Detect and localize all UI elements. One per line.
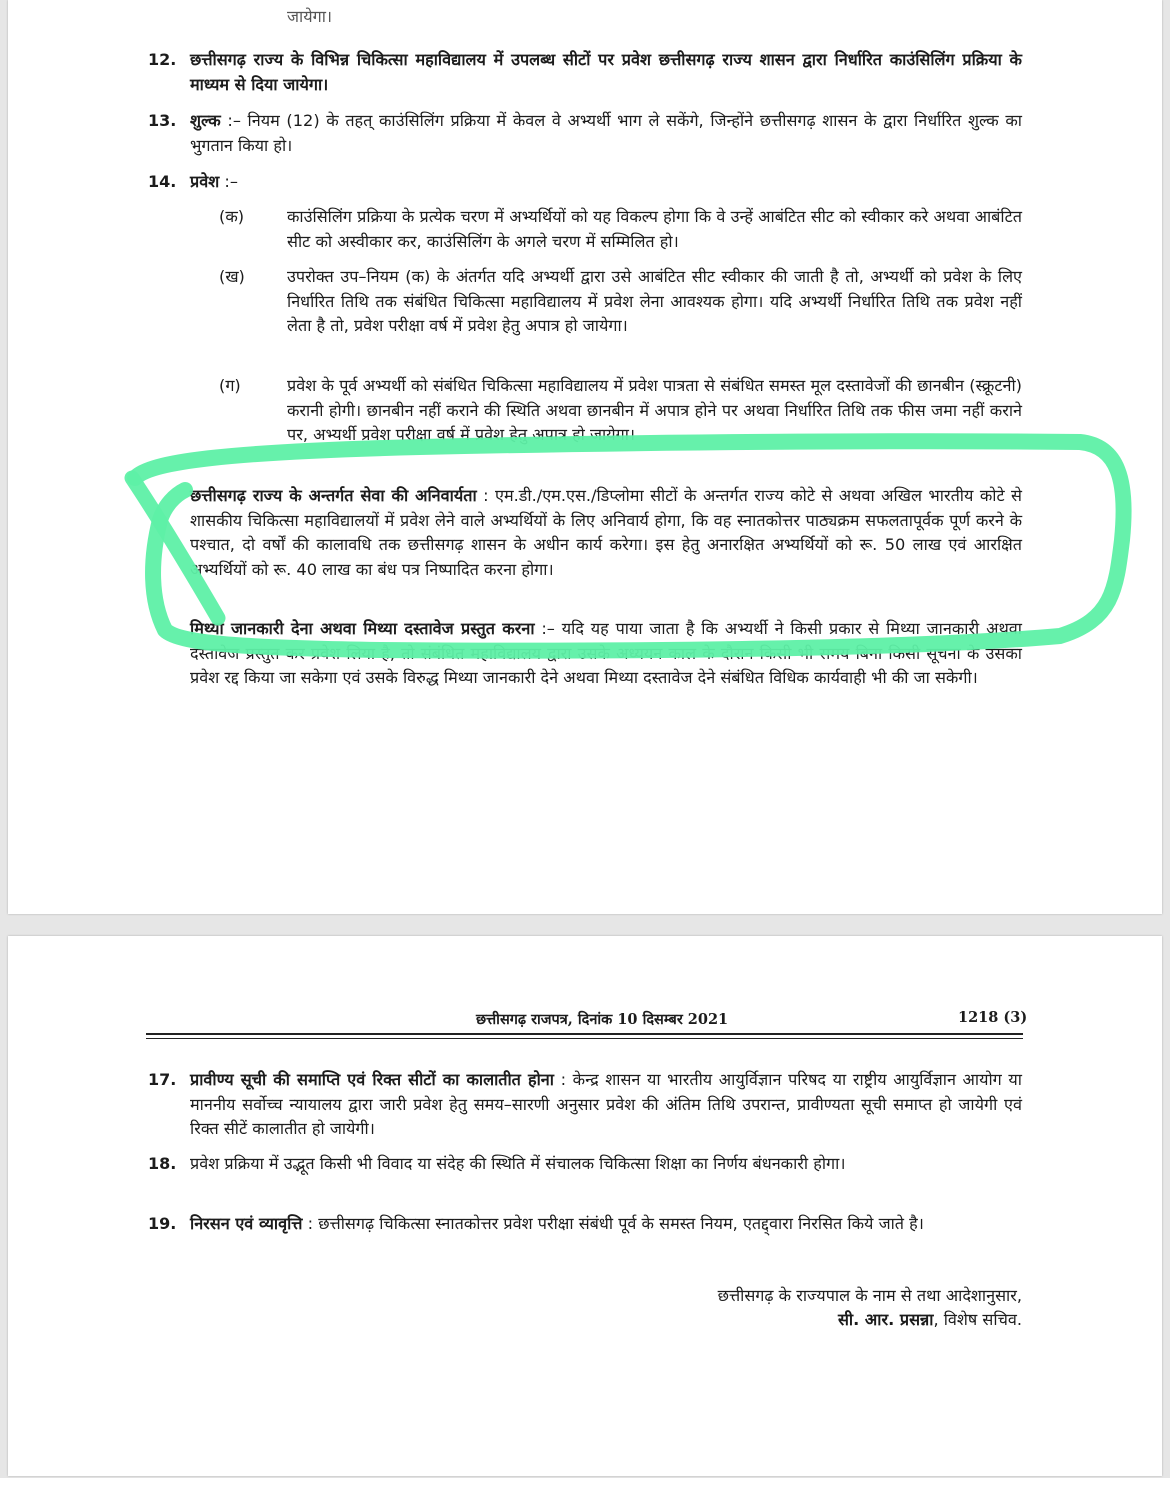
- item-18-text: प्रवेश प्रक्रिया में उद्भूत किसी भी विवाद या संदेह की स्थिति में संचालक चिकित्सा शिक्षा का निर्णय बंधनकारी होगा।: [190, 1154, 846, 1173]
- header-rule-thin: [146, 1038, 1023, 1039]
- item-18-number: 18.: [148, 1154, 177, 1173]
- item-14-sub-ka-label: (क): [219, 207, 245, 226]
- item-12-text: छत्तीसगढ़ राज्य के विभिन्न चिकित्सा महाविद्यालय में उपलब्ध सीटों पर प्रवेश छत्तीसगढ़ राज्य शासन द्वारा निर्धारित काउंसिलिंग प्रक्रिया के माध्यम से दिया जायेगा।: [190, 50, 1022, 94]
- item-14-sub-ga-text: प्रवेश के पूर्व अभ्यर्थी को संबंधित चिकित्सा महाविद्यालय में प्रवेश पात्रता से संबंधित समस्त मूल दस्तावेजों की छानबीन (स्क्रूटनी) करानी होगी। छानबीन नहीं कराने की स्थिति अथवा छानबीन में अपात्र होने पर अथवा निर्धारित तिथि तक फीस जमा नहीं कराने पर, अभ्यर्थी प्रवेश परीक्षा वर्ष में प्रवेश हेतु अपात्र हो जायेगा।: [287, 376, 1022, 444]
- item-13-text: [190, 109, 1022, 158]
- item-17-number: 17.: [148, 1070, 177, 1089]
- item-17-body: : केन्द्र शासन या भारतीय आयुर्विज्ञान परिषद या राष्ट्रीय आयुर्विज्ञान आयोग या माननीय सर्वोच्च न्यायालय द्वारा जारी प्रवेश हेतु समय–सारणी अनुसार प्रवेश की अंतिम तिथि उपरान्त, प्रावीण्यता सूची समाप्त हो जायेगी एवं रिक्त सीटें कालातीत हो जायेगी।: [190, 1070, 1022, 1138]
- item-19-text: [190, 1212, 1022, 1237]
- item-15-body: : एम.डी./एम.एस./डिप्लोमा सीटों के अन्तर्गत राज्य कोटे से अथवा अखिल भारतीय कोटे से शासकीय चिकित्सा महाविद्यालयों में प्रवेश लेने वाले अभ्यर्थियों के लिए अनिवार्य होगा, कि वह स्नातकोत्तर पाठ्यक्रम सफलतापूर्वक पूर्ण करने के पश्चात, दो वर्षों की कालावधि तक छत्तीसगढ़ शासन के अधीन कार्य करेगा। इस हेतु अनारक्षित अभ्यर्थियों को रू. 50 लाख एवं आरक्षित अभ्यर्थियों को रू. 40 लाख का बंध पत्र निष्पादित करना होगा।: [190, 486, 1023, 579]
- header-rule-thick: [146, 1033, 1023, 1035]
- item-16-heading: मिथ्या जानकारी देना अथवा मिथ्या दस्तावेज प्रस्तुत करना: [190, 619, 535, 638]
- item-13-number: 13.: [148, 111, 177, 130]
- item-14-sub-kha-label: (ख): [219, 267, 245, 286]
- item-14-sub-ka-text: काउंसिलिंग प्रक्रिया के प्रत्येक चरण में अभ्यर्थियों को यह विकल्प होगा कि वे उन्हें आबंटित सीट को स्वीकार करे अथवा आबंटित सीट को अस्वीकार कर, काउंसिलिंग के अगले चरण में सम्मिलित हो।: [287, 207, 1022, 251]
- item-14-number: 14.: [148, 172, 177, 191]
- bottom-strip: [0, 1478, 1170, 1509]
- item-19-number: 19.: [148, 1214, 177, 1233]
- item-14-heading: प्रवेश: [190, 172, 220, 191]
- item-13-heading: शुल्क: [190, 111, 221, 130]
- item-15-heading: छत्तीसगढ़ राज्य के अन्तर्गत सेवा की अनिवार्यता: [190, 486, 477, 505]
- item-17-text: [190, 1068, 1022, 1142]
- item-13-body: :– नियम (12) के तहत् काउंसिलिंग प्रक्रिया में केवल वे अभ्यर्थी भाग ले सकेंगे, जिन्होंने छत्तीसगढ़ शासन के द्वारा निर्धारित शुल्क का भुगतान किया हो।: [190, 111, 1022, 155]
- item-17-heading: प्रावीण्य सूची की समाप्ति एवं रिक्त सीटों का कालातीत होना: [190, 1070, 554, 1089]
- signature-line-1: छत्तीसगढ़ के राज्यपाल के नाम से तथा आदेशानुसार,: [717, 1286, 1022, 1305]
- item-14-sub-ga-label: (ग): [219, 376, 241, 395]
- item-12-number: 12.: [148, 50, 177, 69]
- item-19-body: : छत्तीसगढ़ चिकित्सा स्नातकोत्तर प्रवेश परीक्षा संबंधी पूर्व के समस्त नियम, एतद्द्वारा निरसित किये जाते है।: [302, 1214, 924, 1233]
- top-fragment: जायेगा।: [287, 7, 333, 26]
- signatory-designation: , विशेष सचिव.: [933, 1310, 1022, 1329]
- gazette-header-title: छत्तीसगढ़ राजपत्र, दिनांक 10 दिसम्बर 2021: [476, 1011, 729, 1028]
- item-16-text: [190, 617, 1022, 691]
- signature-line-2: [560, 1308, 1022, 1333]
- item-14-sub-kha-text: उपरोक्त उप–नियम (क) के अंतर्गत यदि अभ्यर्थी द्वारा उसे आबंटित सीट स्वीकार की जाती है तो, अभ्यर्थी को प्रवेश के लिए निर्धारित तिथि तक संबंधित चिकित्सा महाविद्यालय में प्रवेश लेना आवश्यक होगा। यदि अभ्यर्थी निर्धारित तिथि तक प्रवेश नहीं लेता है तो, प्रवेश परीक्षा वर्ष में प्रवेश हेतु अपात्र हो जायेगा।: [287, 267, 1022, 335]
- item-14-heading-suffix: :–: [219, 172, 238, 191]
- item-16-body: :– यदि यह पाया जाता है कि अभ्यर्थी ने किसी प्रकार से मिथ्या जानकारी अथवा दस्तावेज प्रस्तुत कर प्रवेश लिया है, तो संबंधित महाविद्यालय द्वारा उसके अध्ययन काल के दौरान किसी भी समय बिना किसी सूचना के उसका प्रवेश रद्द किया जा सकेगा एवं उसके विरुद्ध मिथ्या जानकारी देने अथवा मिथ्या दस्तावेज देने संबंधित विधिक कार्यवाही भी की जा सकेगी।: [190, 619, 1022, 687]
- gazette-page-number: 1218 (3): [958, 1009, 1028, 1026]
- signatory-name: सी. आर. प्रसन्ना: [837, 1310, 934, 1329]
- item-19-heading: निरसन एवं व्यावृत्ति: [190, 1214, 303, 1233]
- item-15-text: [190, 484, 1022, 582]
- item-14-heading-line: [190, 170, 490, 195]
